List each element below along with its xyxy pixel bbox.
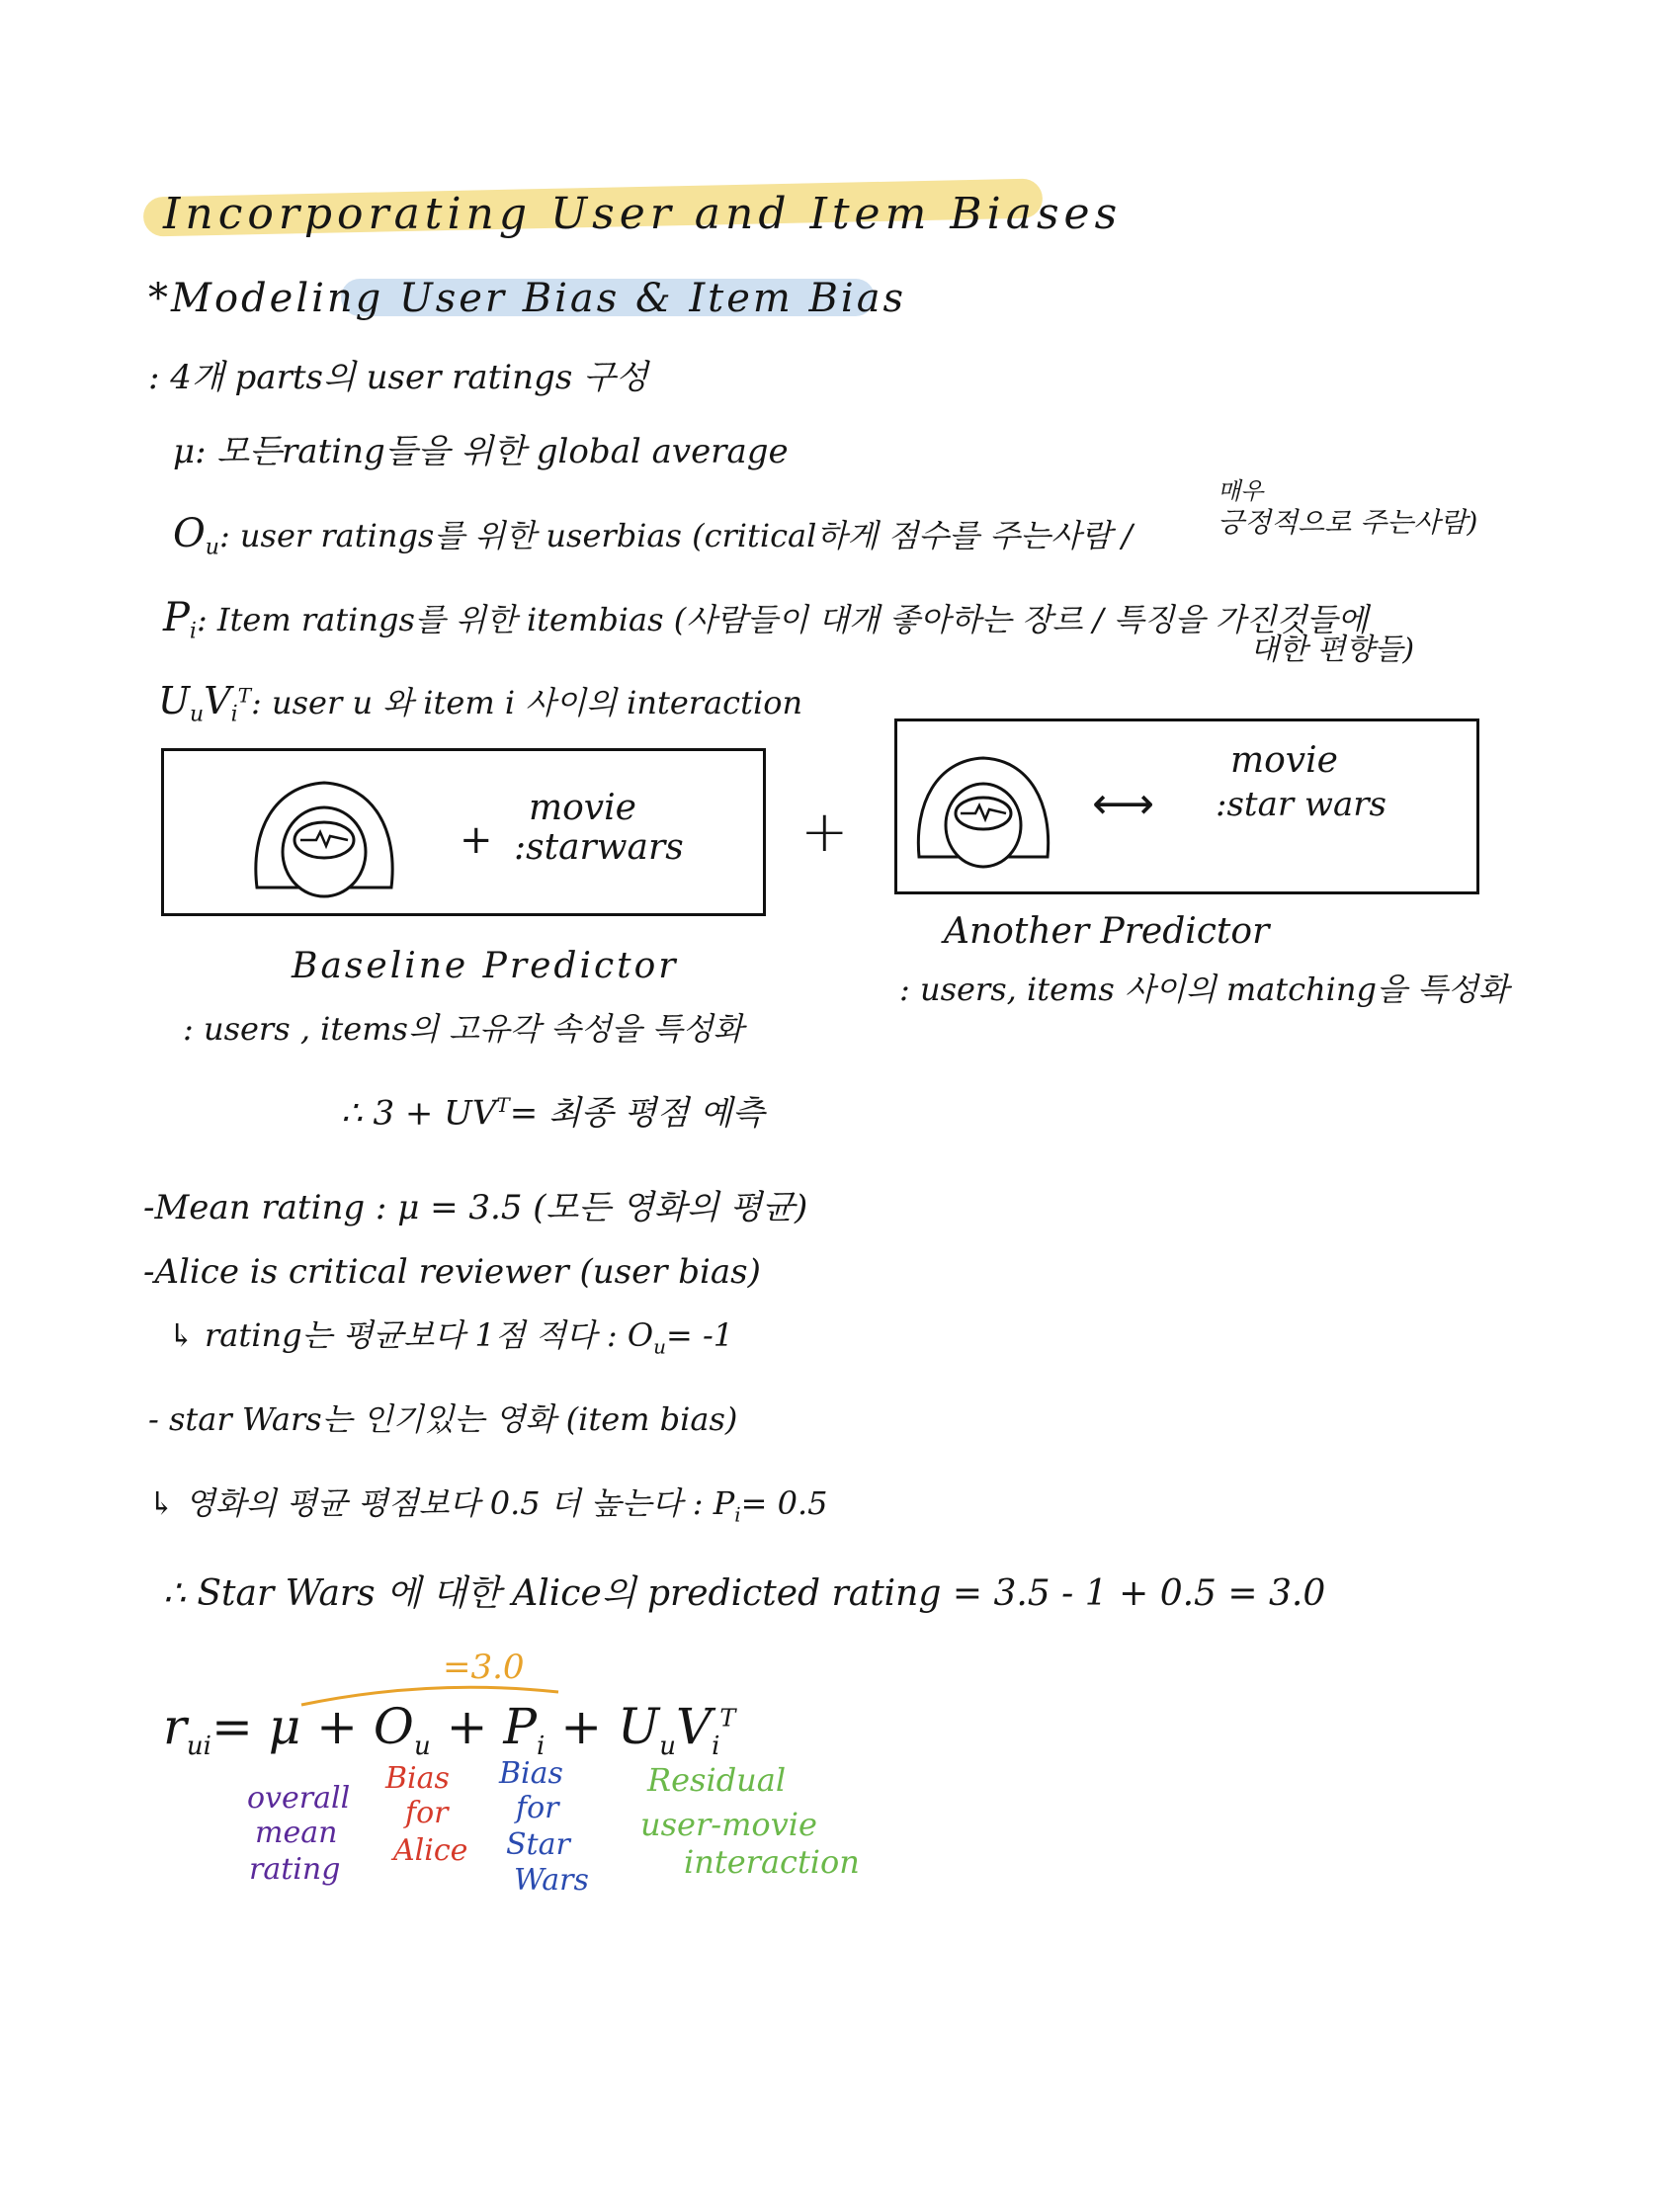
label-o-3: Alice bbox=[393, 1833, 468, 1868]
formula-line bbox=[163, 1698, 736, 1761]
pi-symbol: P bbox=[163, 595, 190, 640]
alice-detail-line bbox=[168, 1316, 734, 1359]
baseline-desc: : users , items의 고유각 속성을 특성화 bbox=[183, 1010, 744, 1048]
label-mu-1: overall bbox=[247, 1781, 351, 1816]
om-line bbox=[173, 511, 1133, 560]
label-uv-2: user-movie bbox=[640, 1806, 817, 1843]
formula-annotation: =3.0 bbox=[443, 1648, 525, 1687]
label-uv-1: Residual bbox=[647, 1761, 787, 1799]
baseline-title: Baseline Predictor bbox=[292, 946, 679, 986]
om-note-top: 매우 bbox=[1218, 477, 1264, 505]
conclusion-line bbox=[341, 1093, 765, 1134]
another-movie-label: movie bbox=[1230, 740, 1338, 781]
face-icon-right bbox=[909, 746, 1057, 870]
formula-u-subscript: u bbox=[659, 1732, 676, 1761]
uv-superscript: T bbox=[237, 683, 252, 708]
uv-line bbox=[158, 679, 803, 727]
another-desc: : users, items 사이의 matching을 특성화 bbox=[899, 971, 1509, 1008]
face-icon-left bbox=[245, 771, 403, 899]
pi-note: 대한 편향들) bbox=[1250, 633, 1415, 667]
conclusion-rest: = 최종 평점 예측 bbox=[509, 1093, 765, 1134]
baseline-movie-label: movie bbox=[529, 788, 636, 828]
uv-v-symbol: V bbox=[204, 679, 231, 722]
double-arrow-icon: ⟷ bbox=[1092, 779, 1155, 829]
om-symbol: O bbox=[173, 511, 206, 556]
mu-line: μ: 모든rating들을 위한 global average bbox=[173, 432, 789, 471]
baseline-starwars-label: :starwars bbox=[514, 827, 684, 868]
label-p-2: for bbox=[516, 1791, 559, 1825]
formula-v: V bbox=[675, 1698, 713, 1755]
uv-v-subscript: i bbox=[230, 702, 238, 727]
label-o-1: Bias bbox=[385, 1761, 450, 1796]
label-o-2: for bbox=[405, 1796, 449, 1830]
another-starwars-label: :star wars bbox=[1216, 785, 1386, 824]
baseline-plus: + bbox=[460, 817, 493, 863]
label-mu-3: rating bbox=[249, 1852, 341, 1887]
starwars-detail-line bbox=[148, 1484, 828, 1527]
another-title: Another Predictor bbox=[944, 911, 1270, 952]
formula-r: r bbox=[163, 1698, 187, 1755]
formula-p: + P bbox=[446, 1698, 538, 1755]
uv-text: : user u 와 item i 사이의 interaction bbox=[251, 684, 803, 721]
alice-detail-text: ↳ rating는 평균보다 1점 적다 : O bbox=[168, 1316, 654, 1354]
page-title: Incorporating User and Item Biases bbox=[163, 189, 1123, 239]
formula-p-subscript: i bbox=[537, 1732, 546, 1761]
pi-subscript: i bbox=[189, 619, 197, 644]
uv-subscript: u bbox=[190, 702, 205, 727]
formula-v-superscript: T bbox=[719, 1704, 736, 1733]
pi-line bbox=[163, 595, 1369, 644]
formula-o-subscript: u bbox=[413, 1732, 431, 1761]
label-mu-2: mean bbox=[255, 1816, 338, 1850]
alice-line: -Alice is critical reviewer (user bias) bbox=[143, 1252, 761, 1292]
formula-mu-o: = μ + O bbox=[210, 1698, 414, 1755]
starwars-detail-text: ↳ 영화의 평균 평점보다 0.5 더 높는다 : P bbox=[148, 1484, 735, 1522]
label-p-4: Wars bbox=[514, 1863, 589, 1898]
prediction-line: ∴ Star Wars 에 대한 Alice의 predicted rating = 3.5 - 1 + 0.5 = 3.0 bbox=[163, 1573, 1326, 1614]
om-subscript: u bbox=[205, 535, 219, 560]
alice-detail-value: = -1 bbox=[665, 1316, 734, 1354]
label-p-3: Star bbox=[506, 1827, 570, 1862]
starwars-line: - star Wars는 인기있는 영화 (item bias) bbox=[148, 1400, 738, 1438]
section-subtitle: *Modeling User Bias & Item Bias bbox=[148, 276, 907, 321]
pi-text: : Item ratings를 위한 itembias (사람들이 대개 좋아하는 장르 / 특징을 가진것들에 bbox=[196, 601, 1369, 638]
label-uv-3: interaction bbox=[684, 1843, 860, 1881]
intro-line: : 4개 parts의 user ratings 구성 bbox=[148, 358, 648, 397]
label-p-1: Bias bbox=[499, 1756, 563, 1791]
conclusion-text: ∴ 3 + UV bbox=[341, 1093, 497, 1134]
formula-v-subscript: i bbox=[712, 1732, 720, 1761]
uv-symbol: U bbox=[158, 679, 191, 722]
formula-r-subscript: ui bbox=[186, 1732, 211, 1761]
om-text: : user ratings를 위한 userbias (critical하게 점수를 주는사람 / bbox=[218, 517, 1133, 554]
om-note: 긍정적으로 주는사람) bbox=[1218, 506, 1478, 539]
alice-detail-subscript: u bbox=[653, 1334, 666, 1359]
starwars-detail-subscript: i bbox=[734, 1502, 741, 1527]
mean-rating-line: -Mean rating : μ = 3.5 (모든 영화의 평균) bbox=[143, 1188, 808, 1227]
formula-u: + U bbox=[560, 1698, 660, 1755]
starwars-detail-value: = 0.5 bbox=[740, 1484, 828, 1522]
diagram-plus: + bbox=[800, 798, 849, 865]
conclusion-superscript: T bbox=[496, 1093, 510, 1117]
